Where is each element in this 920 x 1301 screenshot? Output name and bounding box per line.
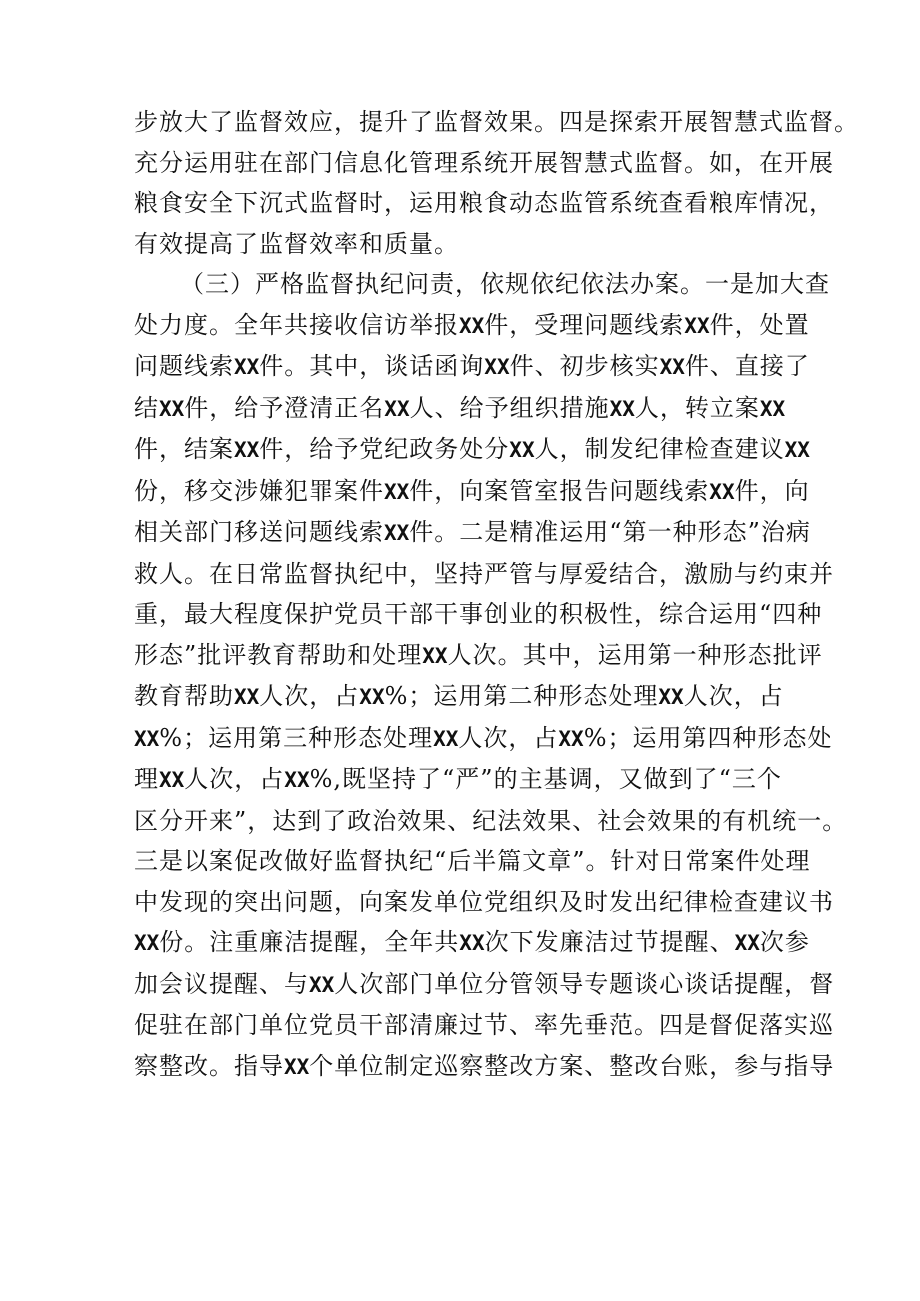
text-line: 份，移交涉嫌犯罪案件XX件，向案管室报告问题线索XX件，向	[134, 476, 810, 505]
text-line: 教育帮助XX人次，占XX%；运用第二种形态处理XX人次，占	[134, 682, 784, 710]
text-line: 相关部门移送问题线索XX件。二是精准运用“第一种形态”治病	[134, 518, 811, 546]
text-line: XX%；运用第三种形态处理XX人次，占XX%；运用第四种形态处	[134, 723, 833, 752]
text-line: 结XX件，给予澄清正名XX人、给予组织措施XX人，转立案XX	[134, 393, 786, 422]
text-line: 重，最大程度保护党员干部干事创业的积极性，综合运用“四种	[134, 600, 823, 628]
text-line: 救人。在日常监督执纪中，坚持严管与厚爱结合，激励与约束并	[134, 559, 834, 588]
text-line: 理XX人次，占XX%,既坚持了“严”的主基调，又做到了“三个	[134, 765, 782, 793]
text-line: 粮食安全下沉式监督时，运用粮食动态监管系统查看粮库情况，	[134, 189, 834, 217]
text-line: 三是以案促改做好监督执纪“后半篇文章”。针对日常案件处理	[134, 847, 811, 875]
text-line: 察整改。指导XX个单位制定巡察整改方案、整改台账，参与指导	[134, 1051, 835, 1080]
text-line: 步放大了监督效应，提升了监督效果。四是探索开展智慧式监督。	[134, 108, 859, 136]
text-line: 形态”批评教育帮助和处理XX人次。其中，运用第一种形态批评	[134, 640, 823, 669]
text-line: 区分开来”，达到了政治效果、纪法效果、社会效果的有机统一。	[134, 806, 848, 835]
text-line: 促驻在部门单位党员干部清廉过节、率先垂范。四是督促落实巡	[134, 1011, 834, 1039]
text-line: 问题线索XX件。其中，谈话函询XX件、初步核实XX件、直接了	[134, 352, 810, 380]
text-line: 处力度。全年共接收信访举报XX件，受理问题线索XX件，处置	[134, 310, 810, 339]
text-line: XX份。注重廉洁提醒，全年共XX次下发廉洁过节提醒、XX次参	[134, 928, 810, 956]
text-line: 有效提高了监督效率和质量。	[134, 229, 459, 258]
text-line: 中发现的突出问题，向案发单位党组织及时发出纪律检查建议书	[134, 887, 834, 916]
text-line: 充分运用驻在部门信息化管理系统开展智慧式监督。如，在开展	[134, 148, 834, 177]
text-line: 件，结案XX件，给予党纪政务处分XX人，制发纪律检查建议XX	[134, 435, 810, 463]
section-heading-line: （三）严格监督执纪问责，依规依纪依法办案。一是加大查	[180, 270, 830, 298]
body-text	[134, 102, 859, 1087]
text-line: 加会议提醒、与XX人次部门单位分管领导专题谈心谈话提醒，督	[134, 969, 835, 998]
